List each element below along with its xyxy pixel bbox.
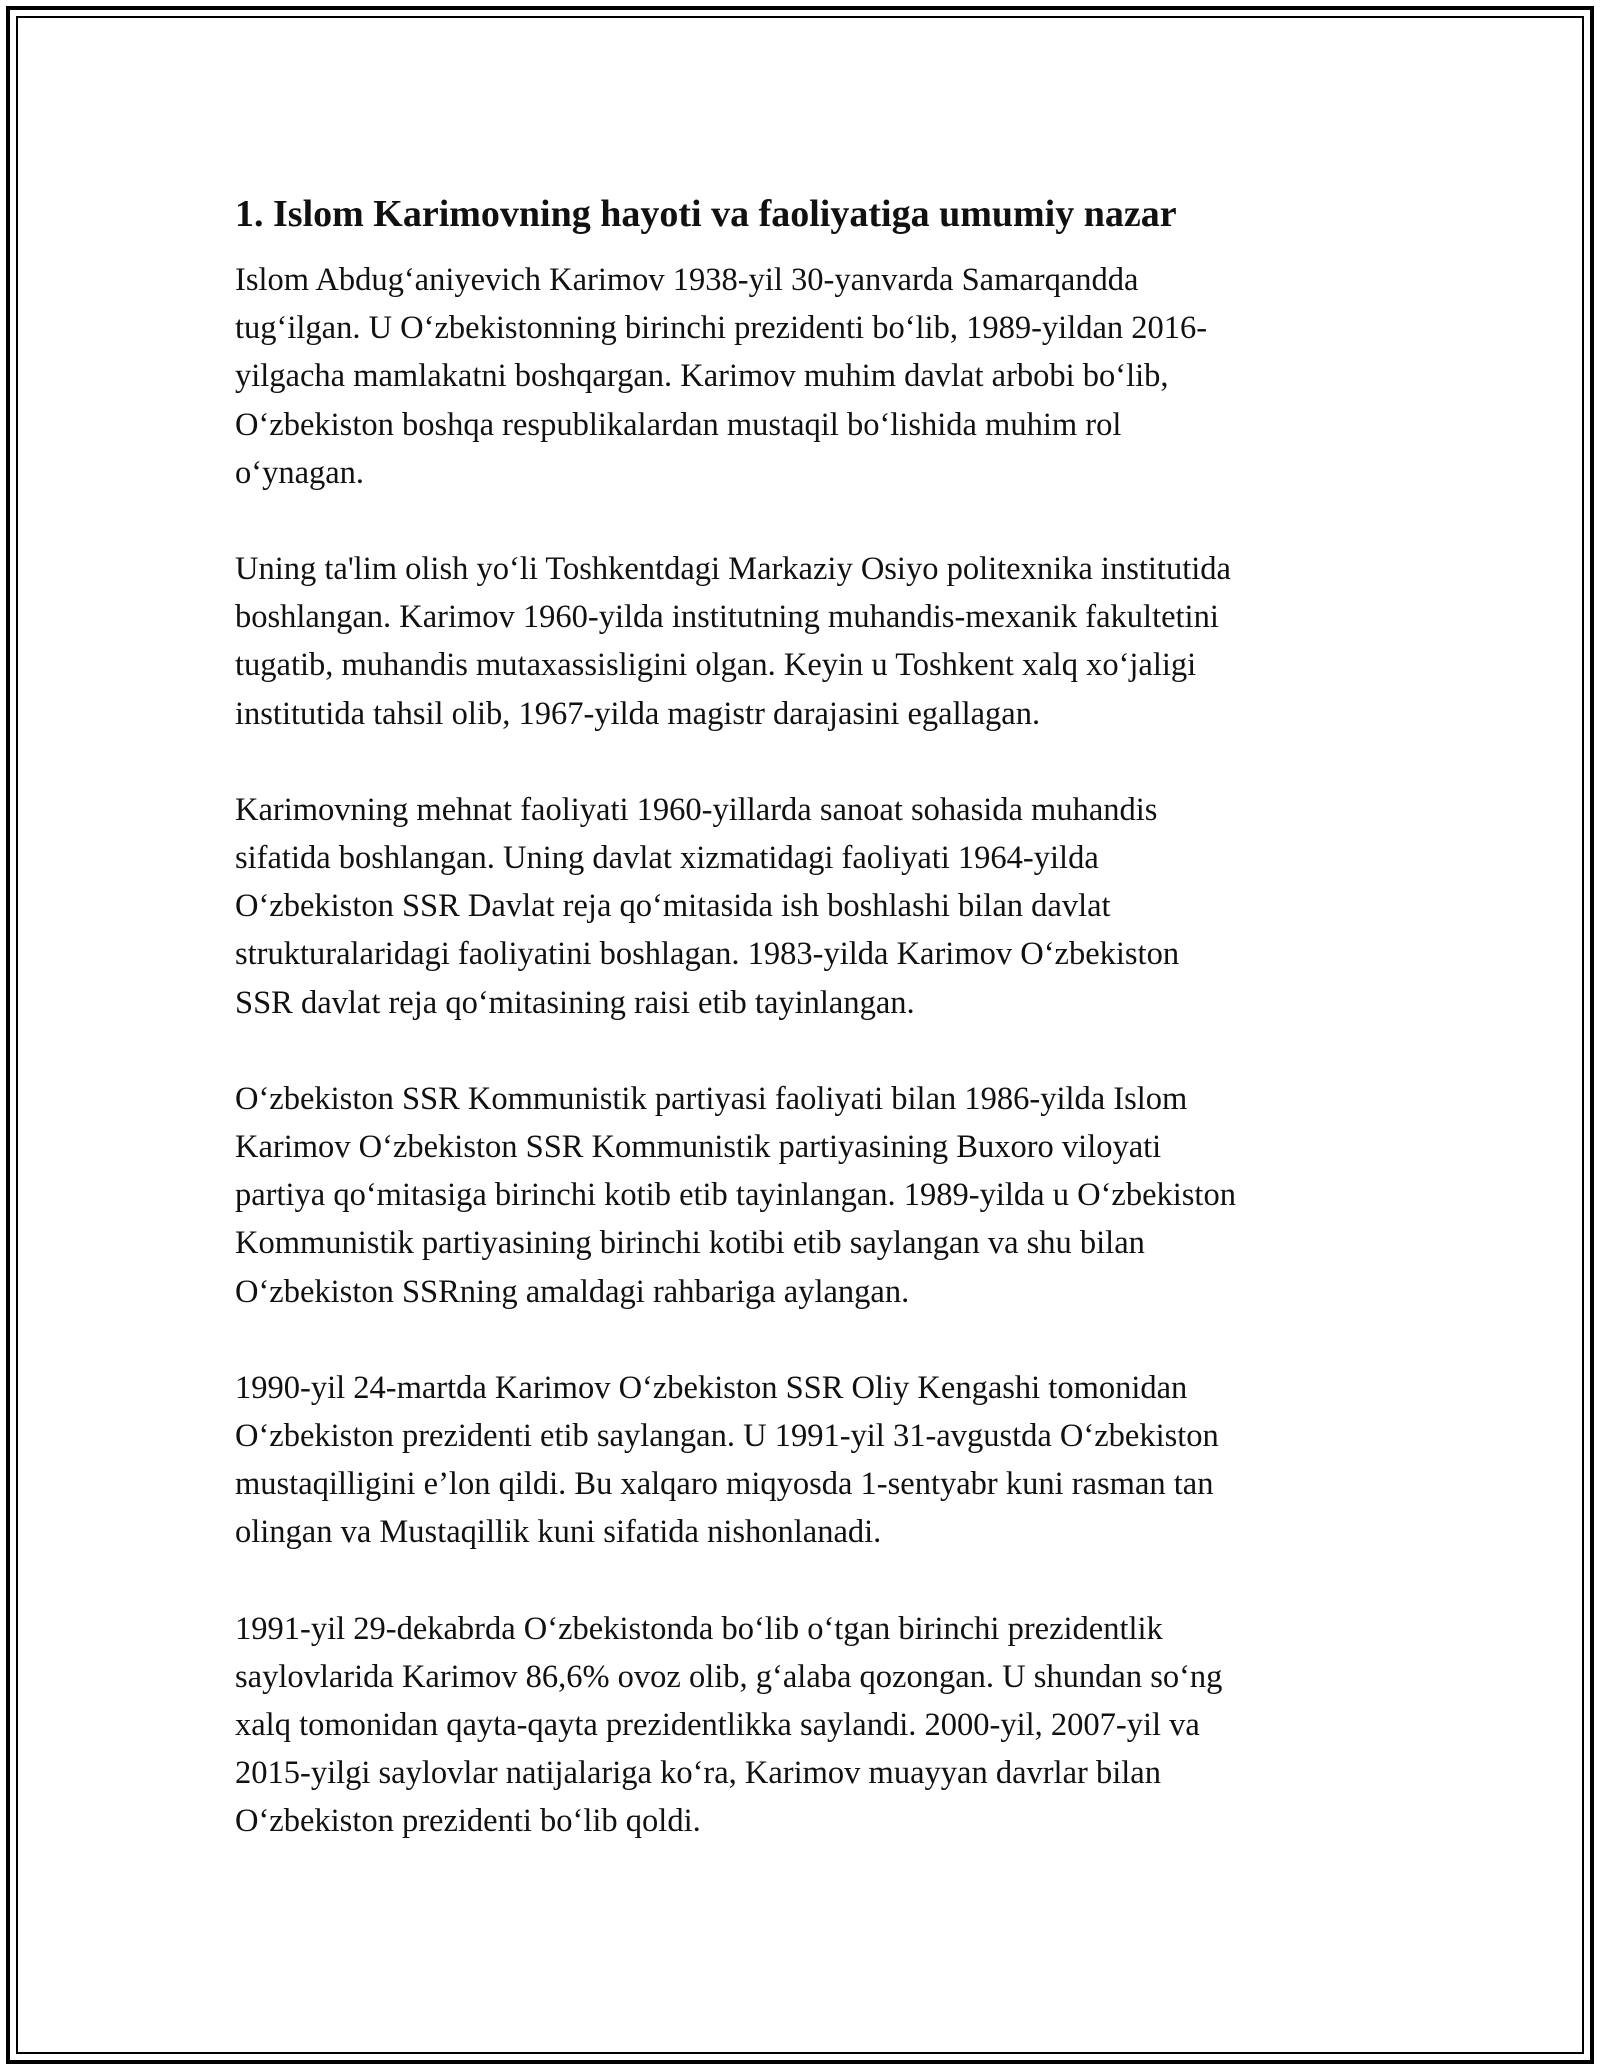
- paragraph-1: [235, 256, 1370, 497]
- paragraph-line: O‘zbekiston boshqa respublikalardan mustaqil bo‘lishida muhim rol: [235, 406, 1122, 443]
- paragraph-line: boshlangan. Karimov 1960-yilda institutning muhandis-mexanik fakultetini: [235, 599, 1219, 636]
- paragraph-line: xalq tomonidan qayta-qayta prezidentlikka saylandi. 2000-yil, 2007-yil va: [235, 1707, 1200, 1744]
- paragraph-line: SSR davlat reja qo‘mitasining raisi etib tayinlangan.: [235, 984, 915, 1021]
- paragraph-line: partiya qo‘mitasiga birinchi kotib etib tayinlangan. 1989-yilda u O‘zbekiston: [235, 1177, 1236, 1214]
- paragraph-line: tug‘ilgan. U O‘zbekistonning birinchi prezidenti bo‘lib, 1989-yildan 2016-: [235, 310, 1208, 347]
- paragraph-line: O‘zbekiston SSR Kommunistik partiyasi faoliyati bilan 1986-yilda Islom: [235, 1080, 1188, 1117]
- paragraph-line: strukturalaridagi faoliyatini boshlagan. 1983-yilda Karimov O‘zbekiston: [235, 936, 1180, 973]
- paragraph-2: [235, 545, 1370, 738]
- paragraph-line: 1990-yil 24-martda Karimov O‘zbekiston SSR Oliy Kengashi tomonidan: [235, 1369, 1188, 1406]
- paragraph-line: O‘zbekiston SSRning amaldagi rahbariga aylangan.: [235, 1273, 910, 1310]
- paragraph-3: [235, 786, 1370, 1027]
- paragraph-line: o‘ynagan.: [235, 454, 365, 491]
- paragraph-line: Uning ta'lim olish yo‘li Toshkentdagi Markaziy Osiyo politexnika institutida: [235, 551, 1231, 588]
- paragraph-line: sifatida boshlangan. Uning davlat xizmatidagi faoliyati 1964-yilda: [235, 840, 1099, 877]
- paragraph-line: O‘zbekiston SSR Davlat reja qo‘mitasida ish boshlashi bilan davlat: [235, 888, 1111, 925]
- document-body: [235, 190, 1370, 1894]
- paragraph-line: olingan va Mustaqillik kuni sifatida nishonlanadi.: [235, 1514, 882, 1551]
- paragraph-4: [235, 1075, 1370, 1316]
- paragraph-line: O‘zbekiston prezidenti bo‘lib qoldi.: [235, 1803, 701, 1840]
- paragraph-line: yilgacha mamlakatni boshqargan. Karimov muhim davlat arbobi bo‘lib,: [235, 358, 1169, 395]
- paragraph-list: [235, 256, 1370, 1846]
- paragraph-line: mustaqilligini e’lon qildi. Bu xalqaro miqyosda 1-sentyabr kuni rasman tan: [235, 1466, 1214, 1503]
- paragraph-line: Karimov O‘zbekiston SSR Kommunistik partiyasining Buxoro viloyati: [235, 1129, 1162, 1166]
- paragraph-line: Islom Abdug‘aniyevich Karimov 1938-yil 30-yanvarda Samarqandda: [235, 262, 1139, 298]
- paragraph-line: O‘zbekiston prezidenti etib saylangan. U 1991-yil 31-avgustda O‘zbekiston: [235, 1418, 1219, 1455]
- paragraph-6: [235, 1605, 1370, 1846]
- paragraph-line: Karimovning mehnat faoliyati 1960-yillarda sanoat sohasida muhandis: [235, 791, 1158, 828]
- paragraph-5: [235, 1364, 1370, 1557]
- section-title: 1. Islom Karimovning hayoti va faoliyatiga umumiy nazar: [235, 193, 1177, 235]
- paragraph-line: institutida tahsil olib, 1967-yilda magistr darajasini egallagan.: [235, 695, 1041, 732]
- paragraph-line: saylovlarida Karimov 86,6% ovoz olib, g‘alaba qozongan. U shundan so‘ng: [235, 1658, 1223, 1695]
- paragraph-line: 2015-yilgi saylovlar natijalariga ko‘ra, Karimov muayyan davrlar bilan: [235, 1755, 1161, 1792]
- paragraph-line: tugatib, muhandis mutaxassisligini olgan. Keyin u Toshkent xalq xo‘jaligi: [235, 647, 1197, 684]
- paragraph-line: Kommunistik partiyasining birinchi kotibi etib saylangan va shu bilan: [235, 1225, 1145, 1262]
- paragraph-line: 1991-yil 29-dekabrda O‘zbekistonda bo‘lib o‘tgan birinchi prezidentlik: [235, 1610, 1163, 1647]
